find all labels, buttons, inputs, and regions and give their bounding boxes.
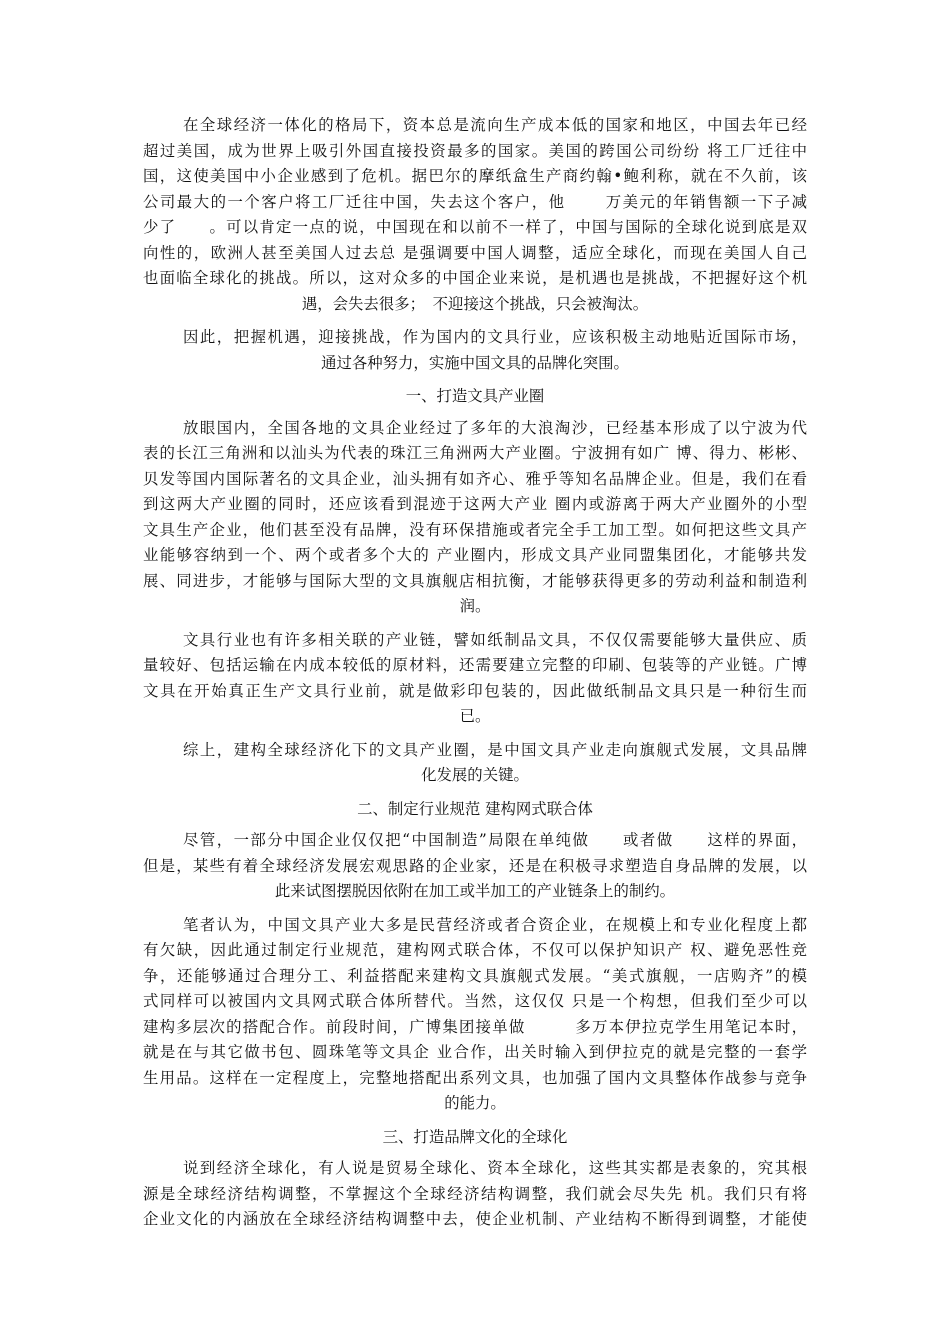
body-paragraph [143,828,807,905]
text-line: 争，还能够通过合理分工、利益搭配来建构文具旗舰式发展。“美式旗舰，一店购齐”的模 [143,966,807,985]
text-line: 遇，会失去很多； 不迎接这个挑战，只会被淘汰。 [301,294,649,313]
heading-text: 一、打造文具产业圈 [405,387,545,405]
text-line: 少了 。可以肯定一点的说，中国现在和以前不一样了，中国与国际的全球化说到底是双 [143,218,807,236]
text-line: 国，这使美国中小企业感到了危机。据巴尔的摩纸盒生产商约翰•鲍利称，就在不久前，该 [143,167,807,185]
section-heading [143,384,807,410]
text-line: 业能够容纳到一个、两个或者多个大的 产业圈内，形成文具产业同盟集团化，才能够共发 [143,546,807,564]
text-line: 企业文化的内涵放在全球经济结构调整中去，使企业机制、产业结构不断得到调整，才能使 [143,1210,807,1228]
text-line: 文具生产企业，他们甚至没有品牌，没有环保措施或者完全手工加工型。如何把这些文具产 [143,520,807,539]
text-line: 建构多层次的搭配合作。前段时间，广博集团接单做 多万本伊拉克学生用笔记本时， [143,1017,807,1036]
text-line: 超过美国，成为世界上吸引外国直接投资最多的国家。美国的跨国公司纷纷 将工厂迁往中 [143,141,807,160]
text-line: 向性的，欧洲人甚至美国人过去总 是强调要中国人调整，适应全球化，而现在美国人自己 [143,243,807,262]
text-line: 到这两大产业圈的同时，还应该看到混迹于这两大产业 圈内或游离于两大产业圈外的小型 [143,495,807,513]
text-line: 通过各种努力，实施中国文具的品牌化突围。 [321,353,629,372]
text-line: 文具行业也有许多相关联的产业链，譬如纸制品文具，不仅仅需要能够大量供应、质 [183,630,807,649]
text-line: 公司最大的一个客户将工厂迁往中国，失去这个客户，他 万美元的年销售额一下子减 [143,192,807,211]
body-paragraph [143,325,807,376]
paragraph-spacer [143,789,807,797]
paragraph-spacer [143,620,807,628]
text-line: 源是全球经济结构调整，不掌握这个全球经济结构调整，我们就会尽失先 机。我们只有将 [143,1184,807,1203]
body-paragraph [143,738,807,789]
text-line: 贝发等国内国际著名的文具企业，汕头拥有如齐心、雅乎等知名品牌企业。但是，我们在看 [143,469,807,488]
text-line: 尽管，一部分中国企业仅仅把“中国制造”局限在单纯做 或者做 这样的界面， [183,831,807,849]
heading-text: 三、打造品牌文化的全球化 [382,1127,568,1146]
text-line: 的能力。 [444,1094,506,1112]
text-line: 量较好、包括运输在内成本较低的原材料，还需要建立完整的印刷、包装等的产业链。广博 [143,656,807,674]
text-line: 式同样可以被国内文具网式联合体所替代。当然，这仅仅 只是一个构想，但我们至少可以 [143,992,807,1010]
text-line: 也面临全球化的挑战。所以，这对众多的中国企业来说，是机遇也是挑战，不把握好这个机 [143,269,807,287]
text-line: 润。 [459,597,491,615]
text-line: 在全球经济一体化的格局下，资本总是流向生产成本低的国家和地区，中国去年已经 [183,116,807,134]
text-line: 笔者认为，中国文具产业大多是民营经济或者合资企业，在规模上和专业化程度上都 [183,915,807,934]
text-line: 就是在与其它做书包、圆珠笔等文具企 业合作，出关时输入到伊拉克的就是完整的一套学 [143,1043,807,1061]
body-paragraph [143,416,807,620]
body-paragraph [143,628,807,730]
paragraph-spacer [143,376,807,384]
section-heading [143,797,807,823]
body-paragraph [143,1156,807,1233]
text-line: 化发展的关键。 [421,766,529,784]
text-line: 因此，把握机遇，迎接挑战，作为国内的文具行业，应该积极主动地贴近国际市场， [183,328,807,346]
text-line: 已。 [459,707,491,725]
document-page [143,113,807,1233]
heading-text: 二、制定行业规范 建构网式联合体 [357,799,593,818]
text-line: 生用品。这样在一定程度上，完整地搭配出系列文具，也加强了国内文具整体作战参与竞争 [143,1068,807,1087]
body-paragraph [143,913,807,1117]
text-line: 表的长江三角洲和以汕头为代表的珠江三角洲两大产业圈。宁波拥有如广 博、得力、彬彬、 [143,444,807,462]
text-line: 说到经济全球化，有人说是贸易全球化、资本全球化，这些其实都是表象的，究其根 [183,1159,807,1177]
text-line: 此来试图摆脱因依附在加工或半加工的产业链条上的制约。 [274,882,676,900]
text-line: 放眼国内，全国各地的文具企业经过了多年的大浪淘沙，已经基本形成了以宁波为代 [183,418,807,437]
text-line: 有欠缺，因此通过制定行业规范，建构网式联合体，不仅可以保护知识产 权、避免恶性竞 [143,941,807,959]
paragraph-spacer [143,317,807,325]
body-paragraph [143,113,807,317]
text-line: 展、同进步，才能够与国际大型的文具旗舰店相抗衡，才能够获得更多的劳动利益和制造利 [143,571,807,590]
text-line: 文具在开始真正生产文具行业前，就是做彩印包装的，因此做纸制品文具只是一种衍生而 [143,681,807,700]
paragraph-spacer [143,905,807,913]
text-line: 但是，某些有着全球经济发展宏观思路的企业家，还是在积极寻求塑造自身品牌的发展，以 [143,856,807,875]
section-heading [143,1125,807,1151]
text-line: 综上，建构全球经济化下的文具产业圈，是中国文具产业走向旗舰式发展，文具品牌 [183,740,807,759]
paragraph-spacer [143,1117,807,1125]
paragraph-spacer [143,730,807,738]
